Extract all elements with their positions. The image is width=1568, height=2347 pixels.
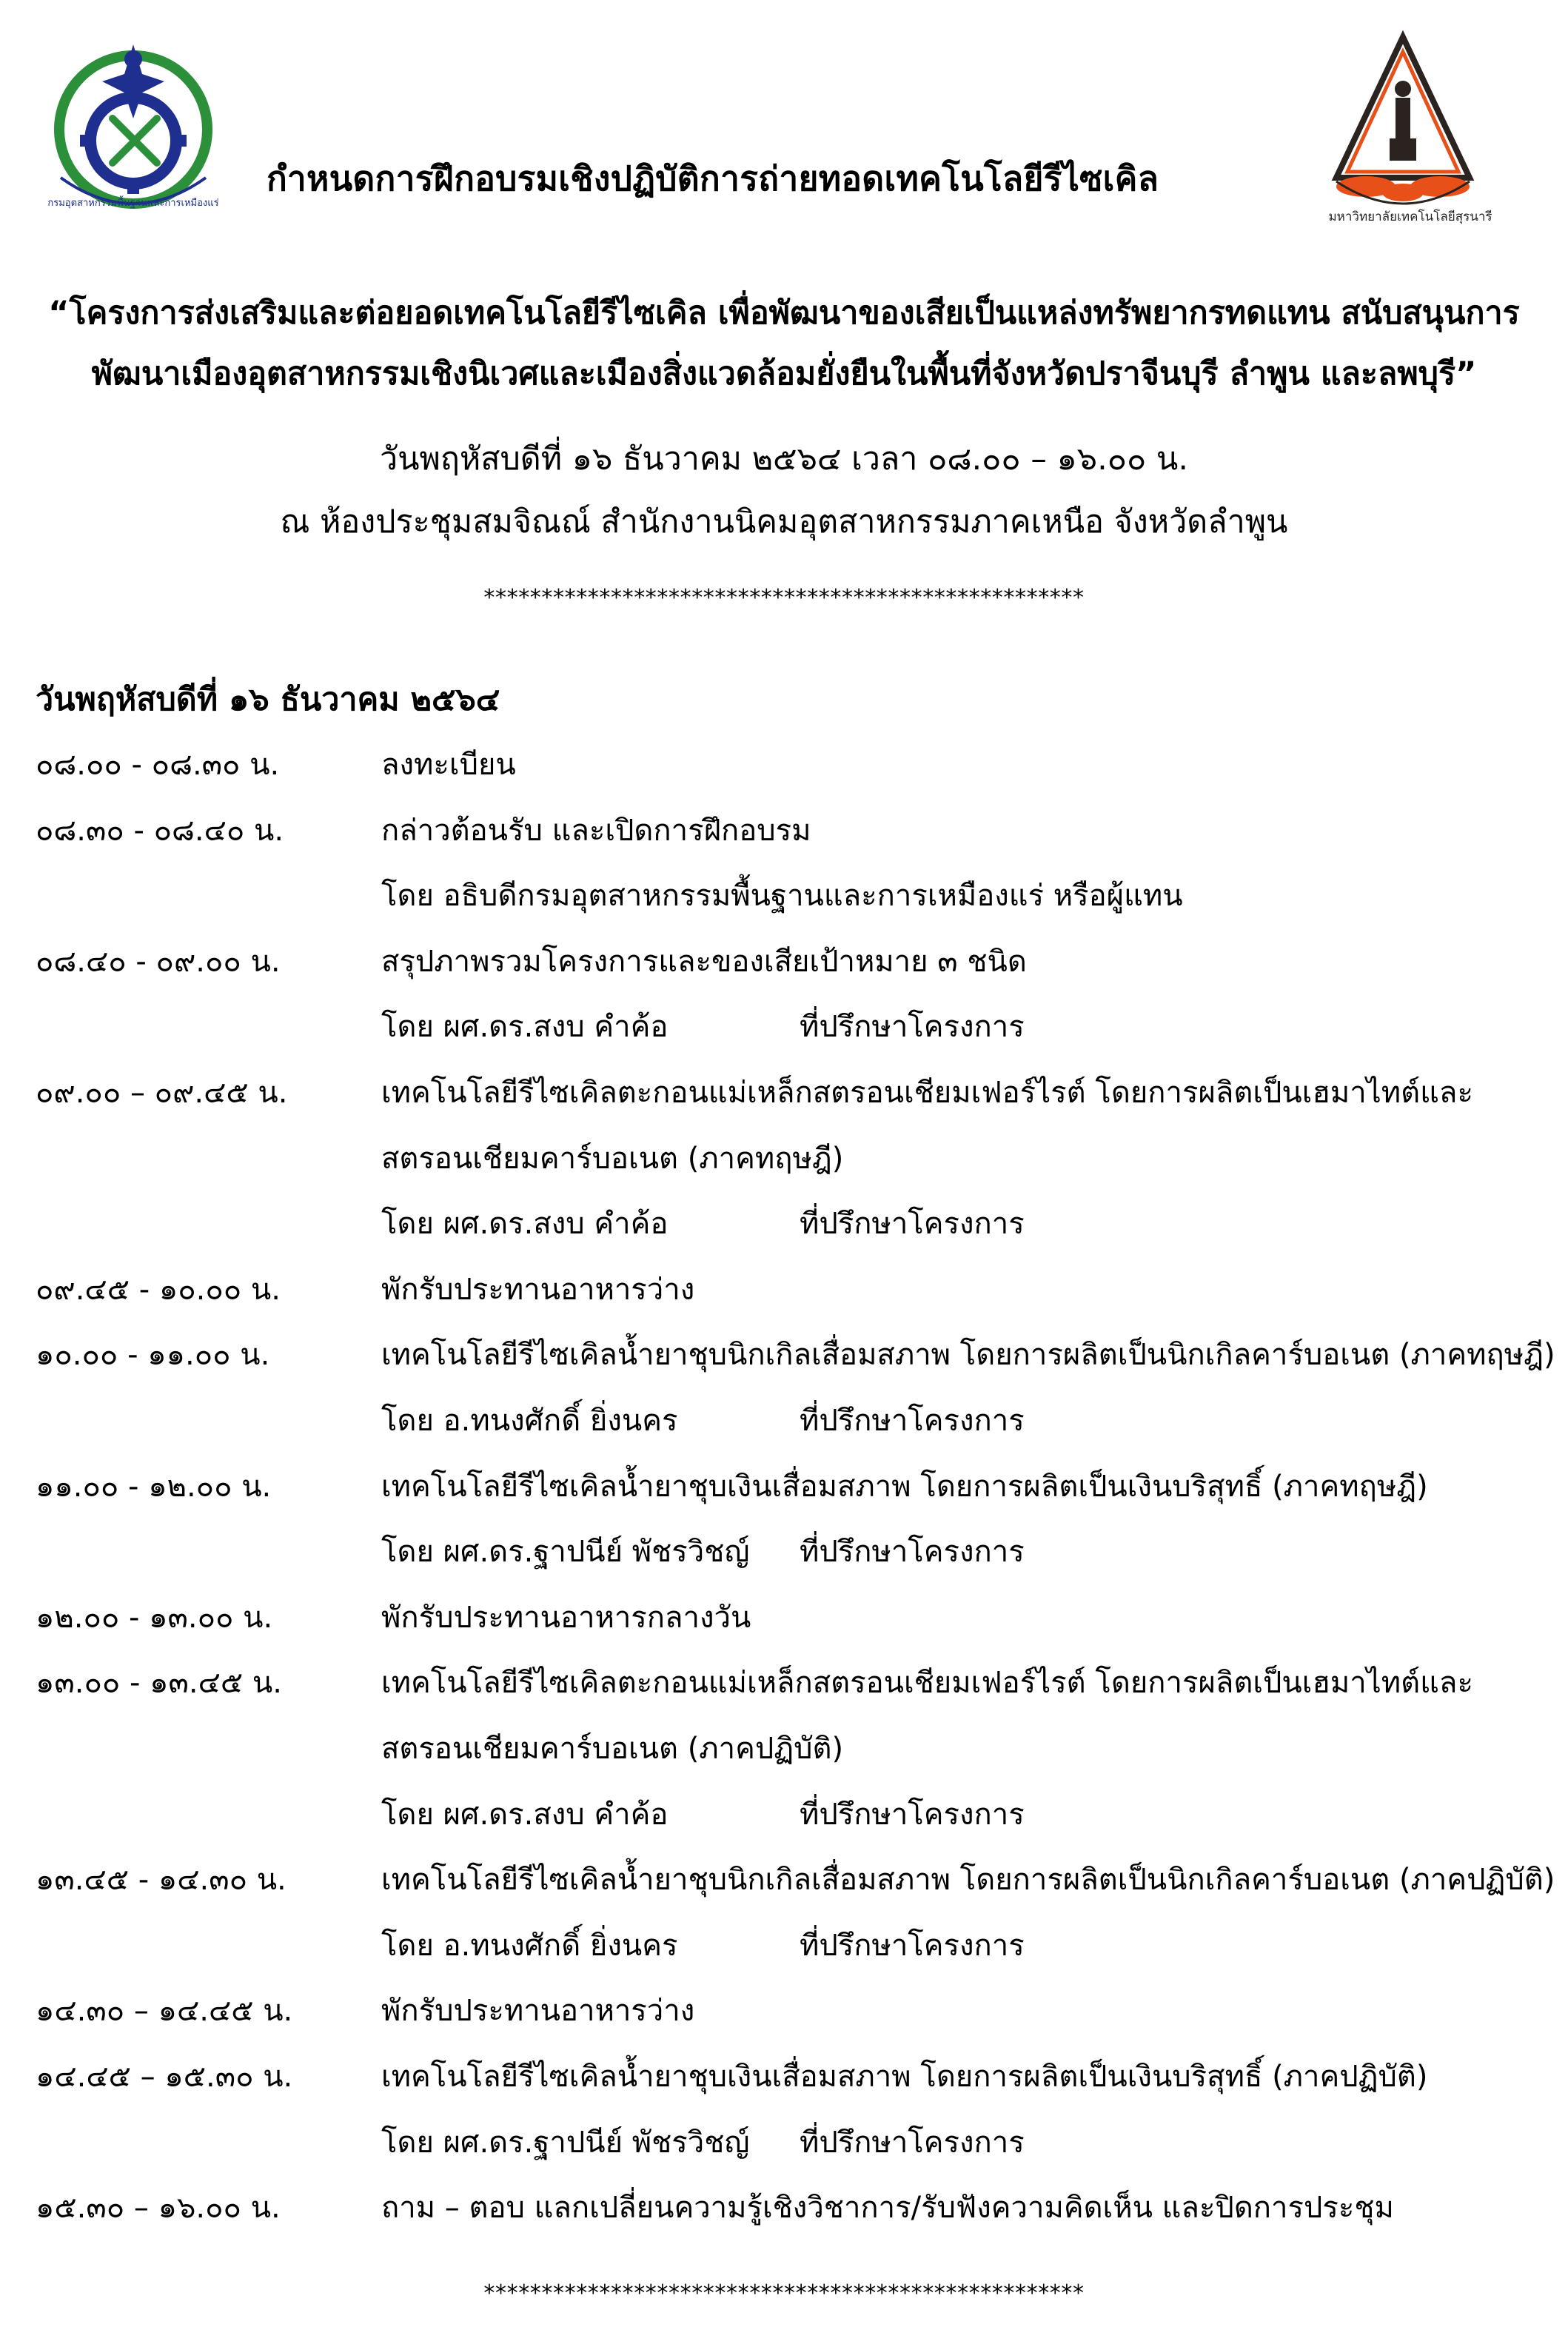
schedule-description: โดย ผศ.ดร.สงบ คำค้อ <box>381 1797 669 1832</box>
schedule-description: โดย ผศ.ดร.ฐาปนีย์ พัชรวิชญ์ <box>381 1535 750 1570</box>
schedule-row <box>0 1986 1568 2046</box>
schedule-time: ๐๘.๔๐ - ๐๙.๐๐ น. <box>36 944 281 979</box>
schedule-time: ๑๓.๐๐ - ๑๓.๔๕ น. <box>36 1666 282 1701</box>
event-venue: ณ ห้องประชุมสมจิณณ์ สำนักงานนิคมอุตสาหกรรมภาคเหนือ จังหวัดลำพูน <box>280 503 1288 540</box>
schedule-row <box>0 1855 1568 1915</box>
statue-icon <box>1390 81 1416 161</box>
schedule-role: ที่ปรึกษาโครงการ <box>800 1207 1025 1242</box>
schedule-description: โดย ผศ.ดร.ฐาปนีย์ พัชรวิชญ์ <box>381 2125 750 2160</box>
schedule-description: โดย ผศ.ดร.สงบ คำค้อ <box>381 1010 669 1045</box>
schedule-role: ที่ปรึกษาโครงการ <box>800 1404 1025 1438</box>
schedule-role: ที่ปรึกษาโครงการ <box>800 1535 1025 1570</box>
schedule-role: ที่ปรึกษาโครงการ <box>800 2125 1025 2160</box>
schedule-row <box>0 1002 1568 1062</box>
schedule-description: เทคโนโลยีรีไซเคิลน้ำยาชุบเงินเสื่อมสภาพ โดยการผลิตเป็นเงินบริสุทธิ์ (ภาคทฤษฎี) <box>381 1469 1428 1504</box>
schedule-row <box>0 1593 1568 1653</box>
schedule-time: ๑๕.๓๐ – ๑๖.๐๐ น. <box>36 2191 281 2226</box>
schedule-row <box>0 1724 1568 1784</box>
schedule-time: ๑๔.๔๕ – ๑๕.๓๐ น. <box>36 2060 293 2094</box>
day-heading: วันพฤหัสบดีที่ ๑๖ ธันวาคม ๒๕๖๔ <box>36 681 500 718</box>
schedule-row <box>0 1330 1568 1390</box>
schedule-description: สตรอนเชียมคาร์บอเนต (ภาคปฏิบัติ) <box>381 1732 844 1766</box>
schedule-description: โดย อธิบดีกรมอุตสาหกรรมพื้นฐานและการเหมืองแร่ หรือผู้แทน <box>381 879 1183 914</box>
separator-top: **************************************************** <box>483 585 1085 611</box>
project-title-line-2: พัฒนาเมืองอุตสาหกรรมเชิงนิเวศและเมืองสิ่งแวดล้อมยั่งยืนในพื้นที่จังหวัดปราจีนบุรี ลำพูน และลพบุรี” <box>91 355 1477 392</box>
schedule-row <box>0 1462 1568 1521</box>
schedule-time: ๑๐.๐๐ - ๑๑.๐๐ น. <box>36 1338 270 1373</box>
schedule-row <box>0 1199 1568 1259</box>
schedule-row <box>0 1658 1568 1718</box>
schedule-description: เทคโนโลยีรีไซเคิลน้ำยาชุบนิกเกิลเสื่อมสภาพ โดยการผลิตเป็นนิกเกิลคาร์บอเนต (ภาคปฏิบัติ) <box>381 1863 1555 1898</box>
schedule-time: ๑๓.๔๕ - ๑๔.๓๐ น. <box>36 1863 287 1898</box>
page-title: กำหนดการฝึกอบรมเชิงปฏิบัติการถ่ายทอดเทคโนโลยีรีไซเคิล <box>267 158 1159 198</box>
schedule-time: ๐๘.๐๐ - ๐๘.๓๐ น. <box>36 748 280 782</box>
schedule-description: โดย ผศ.ดร.สงบ คำค้อ <box>381 1207 669 1242</box>
schedule-row <box>0 2183 1568 2243</box>
schedule-description: พักรับประทานอาหารกลางวัน <box>381 1600 751 1635</box>
schedule-row <box>0 2052 1568 2112</box>
schedule-time: ๑๒.๐๐ - ๑๓.๐๐ น. <box>36 1600 273 1635</box>
separator-bottom: **************************************************** <box>483 2280 1085 2306</box>
schedule-time: ๑๑.๐๐ - ๑๒.๐๐ น. <box>36 1469 272 1504</box>
schedule-row <box>0 937 1568 997</box>
schedule-role: ที่ปรึกษาโครงการ <box>800 1010 1025 1045</box>
schedule-time: ๐๘.๓๐ - ๐๘.๔๐ น. <box>36 813 284 848</box>
schedule-description: ลงทะเบียน <box>381 748 516 782</box>
schedule-role: ที่ปรึกษาโครงการ <box>800 1797 1025 1832</box>
right-logo-text: มหาวิทยาลัยเทคโนโลยีสุรนารี <box>1328 210 1492 224</box>
schedule-description: กล่าวต้อนรับ และเปิดการฝึกอบรม <box>381 813 811 848</box>
schedule-description: สตรอนเชียมคาร์บอเนต (ภาคทฤษฎี) <box>381 1141 844 1176</box>
schedule-description: เทคโนโลยีรีไซเคิลน้ำยาชุบเงินเสื่อมสภาพ โดยการผลิตเป็นเงินบริสุทธิ์ (ภาคปฏิบัติ) <box>381 2060 1428 2094</box>
schedule-row <box>0 1527 1568 1587</box>
schedule-row <box>0 1134 1568 1193</box>
schedule-description: เทคโนโลยีรีไซเคิลตะกอนแม่เหล็กสตรอนเชียมเฟอร์ไรต์ โดยการผลิตเป็นเฮมาไทต์และ <box>381 1666 1473 1701</box>
sut-logo <box>1292 30 1514 230</box>
schedule-description: พักรับประทานอาหารว่าง <box>381 1272 695 1307</box>
schedule-time: ๐๙.๔๕ - ๑๐.๐๐ น. <box>36 1272 281 1307</box>
dpim-logo <box>38 30 227 218</box>
schedule-row <box>0 806 1568 866</box>
schedule-description: ถาม – ตอบ แลกเปลี่ยนความรู้เชิงวิชาการ/รับฟังความคิดเห็น และปิดการประชุม <box>381 2191 1394 2226</box>
schedule-description: โดย อ.ทนงศักดิ์ ยิ่งนคร <box>381 1928 678 1963</box>
schedule-role: ที่ปรึกษาโครงการ <box>800 1928 1025 1963</box>
schedule-description: เทคโนโลยีรีไซเคิลตะกอนแม่เหล็กสตรอนเชียมเฟอร์ไรต์ โดยการผลิตเป็นเฮมาไทต์และ <box>381 1076 1473 1110</box>
schedule-time: ๐๙.๐๐ – ๐๙.๔๕ น. <box>36 1076 288 1110</box>
schedule-row <box>0 1396 1568 1456</box>
schedule-row <box>0 1921 1568 1981</box>
schedule-description: เทคโนโลยีรีไซเคิลน้ำยาชุบนิกเกิลเสื่อมสภาพ โดยการผลิตเป็นนิกเกิลคาร์บอเนต (ภาคทฤษฎี) <box>381 1338 1555 1373</box>
left-logo-text: กรมอุตสาหกรรมพื้นฐานและการเหมืองแร่ <box>47 198 219 209</box>
schedule-time: ๑๔.๓๐ – ๑๔.๔๕ น. <box>36 1994 293 2029</box>
project-title-line-1: “โครงการส่งเสริมและต่อยอดเทคโนโลยีรีไซเคิล เพื่อพัฒนาของเสียเป็นแหล่งทรัพยากรทดแทน สนับสนุนการ <box>48 295 1520 332</box>
schedule-row <box>0 1068 1568 1128</box>
event-date-time: วันพฤหัสบดีที่ ๑๖ ธันวาคม ๒๕๖๔ เวลา ๐๘.๐๐ – ๑๖.๐๐ น. <box>379 441 1188 478</box>
schedule-row <box>0 871 1568 931</box>
schedule-description: พักรับประทานอาหารว่าง <box>381 1994 695 2029</box>
schedule-row <box>0 740 1568 800</box>
schedule-row <box>0 1790 1568 1849</box>
schedule-description: สรุปภาพรวมโครงการและของเสียเป้าหมาย ๓ ชนิด <box>381 944 1027 979</box>
schedule-row <box>0 2118 1568 2177</box>
schedule-row <box>0 1265 1568 1325</box>
schedule-description: โดย อ.ทนงศักดิ์ ยิ่งนคร <box>381 1404 678 1438</box>
